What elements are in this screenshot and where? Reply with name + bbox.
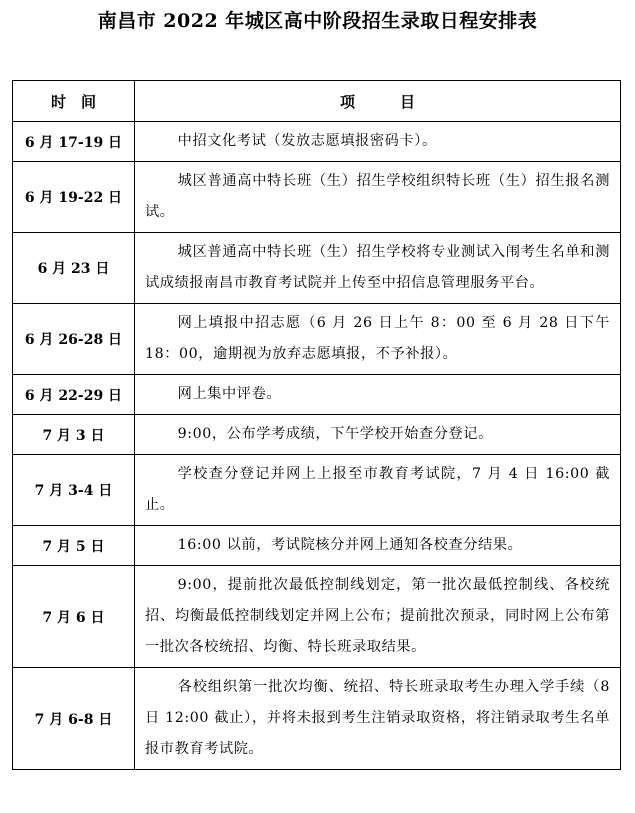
table-row — [13, 415, 621, 455]
row-item: 各校组织第一批次均衡、统招、特长班录取考生办理入学手续（8 日 12:00 截止），并将未报到考生注销录取资格，将注销录取考生名单报市教育考试院。 — [135, 668, 621, 770]
table-row — [13, 233, 621, 304]
header-row — [13, 81, 621, 122]
header-time: 时 间 — [13, 81, 135, 122]
table-row — [13, 122, 621, 162]
row-item: 城区普通高中特长班（生）招生学校组织特长班（生）招生报名测试。 — [135, 162, 621, 233]
row-item: 城区普通高中特长班（生）招生学校将专业测试入闱考生名单和测试成绩报南昌市教育考试院并上传至中招信息管理服务平台。 — [135, 233, 621, 304]
row-item: 16:00 以前，考试院核分并网上通知各校查分结果。 — [135, 526, 621, 566]
table-row — [13, 526, 621, 566]
row-time: 6 月 22-29 日 — [13, 375, 135, 415]
row-item: 9:00，提前批次最低控制线划定，第一批次最低控制线、各校统招、均衡最低控制线划定并网上公布；提前批次预录，同时网上公布第一批次各校统招、均衡、特长班录取结果。 — [135, 566, 621, 668]
table-row — [13, 566, 621, 668]
row-item: 网上填报中招志愿（6 月 26 日上午 8：00 至 6 月 28 日下午 18：00，逾期视为放弃志愿填报，不予补报）。 — [135, 304, 621, 375]
table-row — [13, 304, 621, 375]
row-time: 6 月 19-22 日 — [13, 162, 135, 233]
table-row — [13, 162, 621, 233]
row-time: 6 月 26-28 日 — [13, 304, 135, 375]
row-item: 9:00，公布学考成绩，下午学校开始查分登记。 — [135, 415, 621, 455]
row-time: 7 月 6 日 — [13, 566, 135, 668]
row-time: 7 月 6-8 日 — [13, 668, 135, 770]
table-row — [13, 375, 621, 415]
header-item: 项 目 — [135, 81, 621, 122]
row-item: 中招文化考试（发放志愿填报密码卡）。 — [135, 122, 621, 162]
row-time: 6 月 23 日 — [13, 233, 135, 304]
row-time: 7 月 3 日 — [13, 415, 135, 455]
document-title: 南昌市 2022 年城区高中阶段招生录取日程安排表 — [97, 10, 538, 32]
table-row — [13, 455, 621, 526]
row-time: 7 月 3-4 日 — [13, 455, 135, 526]
row-time: 7 月 5 日 — [13, 526, 135, 566]
row-time: 6 月 17-19 日 — [13, 122, 135, 162]
row-item: 学校查分登记并网上上报至市教育考试院，7 月 4 日 16:00 截止。 — [135, 455, 621, 526]
schedule-table — [12, 80, 621, 770]
table-row — [13, 668, 621, 770]
row-item: 网上集中评卷。 — [135, 375, 621, 415]
